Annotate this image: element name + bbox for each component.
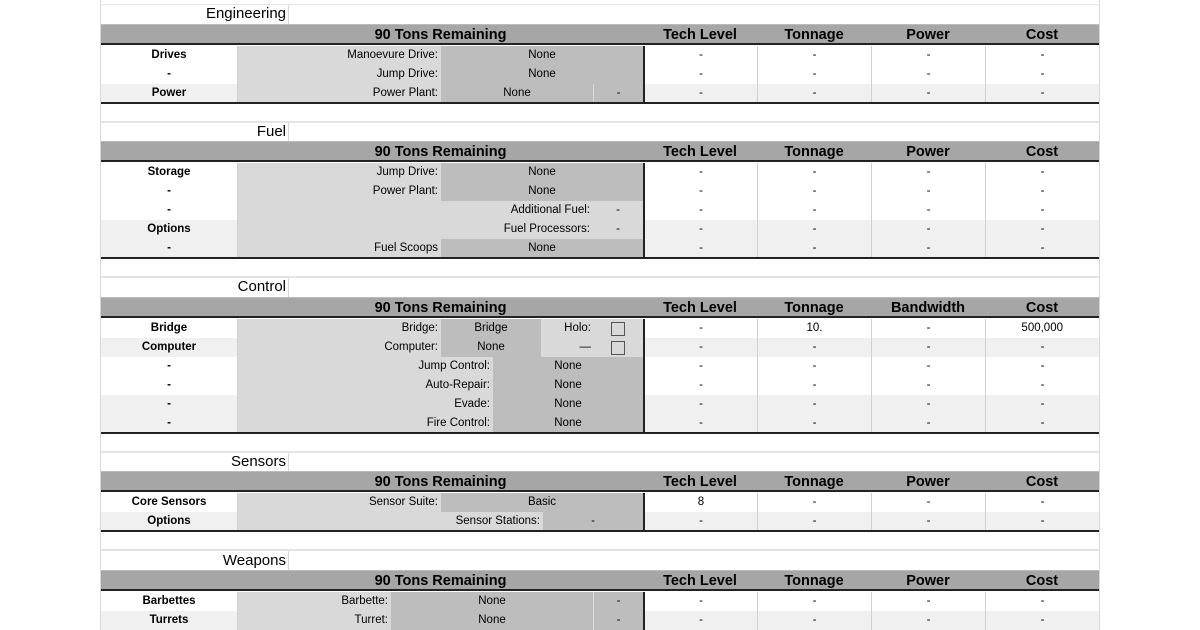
section-rule <box>101 530 1099 532</box>
section-header <box>101 471 1099 492</box>
row-field <box>238 376 643 395</box>
row-label: Drives <box>101 46 238 65</box>
power-value: - <box>871 592 985 611</box>
col-cost: Cost <box>1025 573 1059 589</box>
row-field <box>238 319 643 338</box>
row-label: Turrets <box>101 611 238 630</box>
cost-value: - <box>985 65 1099 84</box>
tech-level-value: - <box>643 201 757 220</box>
barbette-extra[interactable]: - <box>594 592 643 611</box>
tonnage-value: - <box>757 46 871 65</box>
field-label: Jump Control: <box>418 360 490 372</box>
row-label: - <box>101 182 238 201</box>
row-field <box>238 201 643 220</box>
col-tonnage: Tonnage <box>784 144 844 160</box>
row-label: - <box>101 376 238 395</box>
field-label: Fire Control: <box>426 417 490 429</box>
cost-value: - <box>985 220 1099 239</box>
section-header <box>101 297 1099 318</box>
col-power: Power <box>906 144 950 160</box>
tonnage-value: - <box>757 395 871 414</box>
section-rule <box>101 257 1099 259</box>
field-label: Turret: <box>354 614 388 626</box>
fuel-processors-input[interactable]: - <box>593 220 643 239</box>
row-field <box>238 220 643 239</box>
tonnage-value: - <box>757 163 871 182</box>
cost-value: - <box>985 592 1099 611</box>
section-header <box>101 570 1099 591</box>
grid-line <box>1099 0 1100 630</box>
power-value: - <box>871 65 985 84</box>
row-field <box>238 493 643 512</box>
tech-level-value: - <box>643 65 757 84</box>
section-title-engineering: Engineering <box>205 5 286 22</box>
table-row <box>101 414 1099 433</box>
section-header <box>101 141 1099 162</box>
tonnage-value: - <box>757 182 871 201</box>
field-label: Sensor Stations: <box>455 515 540 527</box>
evade-select[interactable]: None <box>493 395 643 414</box>
power-plant-select[interactable]: None <box>441 84 593 103</box>
bandwidth-value: - <box>871 376 985 395</box>
fuel-jump-select[interactable]: None <box>441 163 643 182</box>
sensor-suite-select[interactable]: Basic <box>441 493 643 512</box>
tonnage-value: - <box>757 84 871 103</box>
field-label: Manoevure Drive: <box>347 49 438 61</box>
bandwidth-value: - <box>871 414 985 433</box>
table-row <box>101 182 1099 201</box>
row-field <box>238 84 643 103</box>
tonnage-value: - <box>757 357 871 376</box>
cost-value: - <box>985 338 1099 357</box>
row-label: - <box>101 414 238 433</box>
tonnage-value: - <box>757 338 871 357</box>
tech-level-value: - <box>643 163 757 182</box>
col-bandwidth: Bandwidth <box>890 300 966 316</box>
cost-value: - <box>985 376 1099 395</box>
tech-level-value: - <box>643 357 757 376</box>
section-rule <box>101 432 1099 434</box>
row-field <box>238 357 643 376</box>
field-label: Fuel Scoops <box>374 242 438 254</box>
table-row <box>101 239 1099 258</box>
cost-value: - <box>985 84 1099 103</box>
bandwidth-value: - <box>871 338 985 357</box>
tech-level-value: - <box>643 395 757 414</box>
field-label: Evade: <box>454 398 490 410</box>
bandwidth-value: - <box>871 319 985 338</box>
table-row <box>101 46 1099 65</box>
tons-remaining: 90 Tons Remaining <box>374 474 507 490</box>
tonnage-value: - <box>757 239 871 258</box>
section-title-fuel: Fuel <box>256 123 286 140</box>
row-field <box>238 338 643 357</box>
tonnage-value: - <box>757 220 871 239</box>
tech-level-value: - <box>643 319 757 338</box>
table-row <box>101 395 1099 414</box>
tonnage-value: - <box>757 493 871 512</box>
table-row <box>101 376 1099 395</box>
tonnage-value: - <box>757 65 871 84</box>
power-value: - <box>871 182 985 201</box>
tech-level-value: - <box>643 46 757 65</box>
section-title-weapons: Weapons <box>222 552 286 569</box>
col-tech-level: Tech Level <box>663 573 737 589</box>
row-field <box>238 395 643 414</box>
tech-level-value: 8 <box>643 493 757 512</box>
field-label: Power Plant: <box>372 185 438 197</box>
col-tonnage: Tonnage <box>784 573 844 589</box>
computer-checkbox[interactable] <box>611 341 625 355</box>
col-tonnage: Tonnage <box>784 474 844 490</box>
field-label: Additional Fuel: <box>510 204 590 216</box>
tonnage-value: 10. <box>757 319 871 338</box>
field-label: Barbette: <box>341 595 388 607</box>
tech-level-value: - <box>643 220 757 239</box>
bandwidth-value: - <box>871 395 985 414</box>
col-cost: Cost <box>1025 474 1059 490</box>
field-label: Sensor Suite: <box>368 496 438 508</box>
row-label: - <box>101 65 238 84</box>
power-value: - <box>871 220 985 239</box>
power-plant-extra[interactable]: - <box>594 84 643 103</box>
power-value: - <box>871 46 985 65</box>
row-label: - <box>101 395 238 414</box>
tech-level-value: - <box>643 512 757 531</box>
holo-label: Holo: <box>541 319 591 338</box>
row-field <box>238 512 643 531</box>
field-label: Bridge: <box>401 322 438 334</box>
tech-level-value: - <box>643 611 757 630</box>
row-label: Barbettes <box>101 592 238 611</box>
turret-select[interactable]: None <box>391 611 593 630</box>
cost-value: - <box>985 414 1099 433</box>
computer-extra[interactable]: — <box>541 338 591 357</box>
tech-level-value: - <box>643 338 757 357</box>
cost-value: - <box>985 239 1099 258</box>
row-field <box>238 239 643 258</box>
tons-remaining: 90 Tons Remaining <box>374 573 507 589</box>
power-value: - <box>871 201 985 220</box>
sensor-stations-input[interactable]: - <box>543 512 643 531</box>
row-field <box>238 414 643 433</box>
table-row <box>101 319 1099 338</box>
col-tonnage: Tonnage <box>784 300 844 316</box>
cost-value: - <box>985 46 1099 65</box>
row-label: Bridge <box>101 319 238 338</box>
cost-value: - <box>985 182 1099 201</box>
row-label: Power <box>101 84 238 103</box>
computer-select[interactable]: None <box>441 338 541 357</box>
tons-remaining: 90 Tons Remaining <box>374 300 507 316</box>
power-value: - <box>871 239 985 258</box>
table-row <box>101 201 1099 220</box>
additional-fuel-input[interactable]: - <box>593 201 643 220</box>
row-label: Options <box>101 220 238 239</box>
row-field <box>238 611 643 630</box>
barbette-select[interactable]: None <box>391 592 593 611</box>
power-value: - <box>871 84 985 103</box>
table-row <box>101 493 1099 512</box>
col-cost: Cost <box>1025 27 1059 43</box>
jump-control-select[interactable]: None <box>493 357 643 376</box>
power-value: - <box>871 611 985 630</box>
table-row <box>101 338 1099 357</box>
cost-value: - <box>985 611 1099 630</box>
table-row <box>101 592 1099 611</box>
col-tech-level: Tech Level <box>663 144 737 160</box>
field-label: Auto-Repair: <box>425 379 490 391</box>
tonnage-value: - <box>757 376 871 395</box>
row-field <box>238 182 643 201</box>
section-header <box>101 24 1099 45</box>
cost-value: 500,000 <box>985 319 1099 338</box>
power-value: - <box>871 163 985 182</box>
tech-level-value: - <box>643 84 757 103</box>
drive-select[interactable]: None <box>441 46 643 65</box>
tonnage-value: - <box>757 592 871 611</box>
power-value: - <box>871 493 985 512</box>
row-label: - <box>101 239 238 258</box>
holo-checkbox[interactable] <box>611 322 625 336</box>
table-row <box>101 65 1099 84</box>
col-power: Power <box>906 27 950 43</box>
col-cost: Cost <box>1025 300 1059 316</box>
row-label: - <box>101 201 238 220</box>
col-tech-level: Tech Level <box>663 27 737 43</box>
field-label: Jump Drive: <box>376 68 438 80</box>
turret-extra[interactable]: - <box>594 611 643 630</box>
tons-remaining: 90 Tons Remaining <box>374 144 507 160</box>
fuel-scoops-select[interactable]: None <box>441 239 643 258</box>
tech-level-value: - <box>643 414 757 433</box>
table-row <box>101 84 1099 103</box>
section-rule <box>101 102 1099 104</box>
power-value: - <box>871 512 985 531</box>
table-row <box>101 220 1099 239</box>
col-tonnage: Tonnage <box>784 27 844 43</box>
jump-drive-select[interactable]: None <box>441 65 643 84</box>
cost-value: - <box>985 357 1099 376</box>
bandwidth-value: - <box>871 357 985 376</box>
row-label: Core Sensors <box>101 493 238 512</box>
fuel-power-select[interactable]: None <box>441 182 643 201</box>
tonnage-value: - <box>757 512 871 531</box>
row-label: Storage <box>101 163 238 182</box>
cost-value: - <box>985 163 1099 182</box>
row-field <box>238 592 643 611</box>
col-power: Power <box>906 573 950 589</box>
cost-value: - <box>985 493 1099 512</box>
col-cost: Cost <box>1025 144 1059 160</box>
tonnage-value: - <box>757 201 871 220</box>
field-label: Computer: <box>384 341 438 353</box>
field-label: Jump Drive: <box>376 166 438 178</box>
fire-control-select[interactable]: None <box>493 414 643 433</box>
table-row <box>101 357 1099 376</box>
tonnage-value: - <box>757 414 871 433</box>
field-label: Fuel Processors: <box>503 223 590 235</box>
col-tech-level: Tech Level <box>663 300 737 316</box>
table-row <box>101 611 1099 630</box>
tons-remaining: 90 Tons Remaining <box>374 27 507 43</box>
row-field <box>238 65 643 84</box>
tech-level-value: - <box>643 239 757 258</box>
field-label: Power Plant: <box>372 87 438 99</box>
tech-level-value: - <box>643 592 757 611</box>
col-tech-level: Tech Level <box>663 474 737 490</box>
bridge-select[interactable]: Bridge <box>441 319 541 338</box>
cost-value: - <box>985 395 1099 414</box>
cost-value: - <box>985 201 1099 220</box>
tech-level-value: - <box>643 182 757 201</box>
col-power: Power <box>906 474 950 490</box>
tech-level-value: - <box>643 376 757 395</box>
row-label: Options <box>101 512 238 531</box>
auto-repair-select[interactable]: None <box>493 376 643 395</box>
row-field <box>238 46 643 65</box>
row-label: Computer <box>101 338 238 357</box>
section-title-sensors: Sensors <box>230 453 286 470</box>
tonnage-value: - <box>757 611 871 630</box>
row-label: - <box>101 357 238 376</box>
row-field <box>238 163 643 182</box>
section-title-control: Control <box>237 278 286 295</box>
table-row <box>101 163 1099 182</box>
cost-value: - <box>985 512 1099 531</box>
table-row <box>101 512 1099 531</box>
